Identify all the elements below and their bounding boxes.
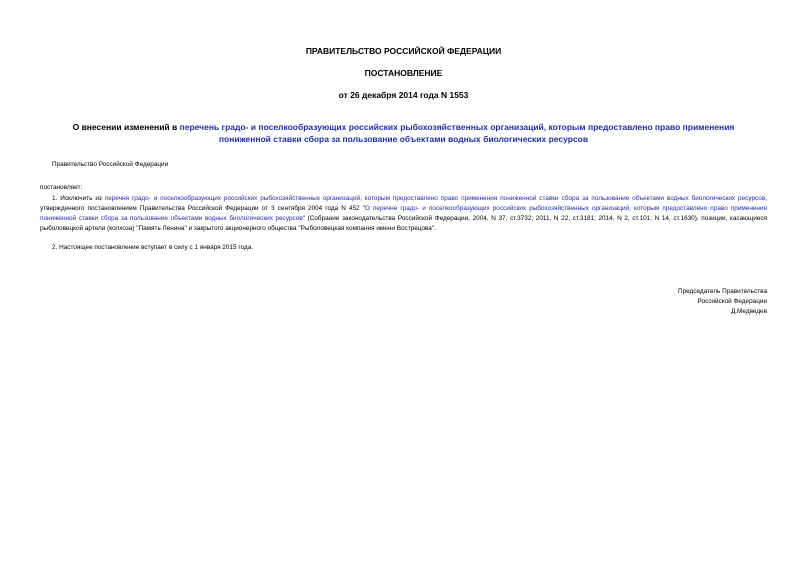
p1-text-2: , утвержденного постановлением Правительства Российской Федерации от 3 сентября 2004 года N 452 " [40, 195, 768, 212]
signature-block [678, 287, 767, 317]
document-date-number: от 26 декабря 2014 года N 1553 [338, 90, 469, 100]
p1-text-1: 1. Исключить из [52, 195, 105, 202]
subject-link[interactable]: перечень градо- и поселкообразующих российских рыбохозяйственных организаций, которым предоставлено право применения пониженной ставки сбора за пользование объектами водных биологических ресурсов [179, 122, 735, 144]
subject-prefix: О внесении изменений в [72, 122, 180, 132]
decree-word: постановляет: [40, 184, 83, 191]
document-subject [50, 121, 757, 145]
p1-text-3: " (Собрание законодательства Российской Федерации, 2004, N 37, ст.3732; 2011, N 22, ст.3181; 2014, N 2, ст.101; N 14, ст.1630), позиции, касающиеся рыболовецкой артели (колхоза) "Память Ленина" и закрытого акционерного общества "Рыболовецкая компания имени Вострецова". [40, 215, 767, 232]
document-type-heading: ПОСТАНОВЛЕНИЕ [364, 68, 443, 78]
signature-title: Председатель Правительства [678, 288, 767, 295]
signature-name: Д.Медведев [730, 308, 767, 315]
p1-link-decree[interactable]: О перечне градо- и поселкообразующих российских рыбохозяйственных организаций, которым предоставлено право применения пониженной ставки сбора за пользование объектами водных биологических ресурсов [40, 205, 767, 222]
signature-org: Российской Федерации [697, 298, 767, 305]
paragraph-1 [40, 194, 767, 234]
government-line: Правительство Российской Федерации [52, 161, 169, 168]
paragraph-2: 2. Настоящее постановление вступает в силу с 1 января 2015 года. [52, 244, 254, 251]
government-heading: ПРАВИТЕЛЬСТВО РОССИЙСКОЙ ФЕДЕРАЦИИ [305, 46, 502, 56]
p1-link-list[interactable]: перечня градо- и поселкообразующих российских рыбохозяйственных организаций, которым предоставлено право применения пониженной ставки сбора за пользование объектами водных биологических ресурсов [104, 195, 766, 202]
